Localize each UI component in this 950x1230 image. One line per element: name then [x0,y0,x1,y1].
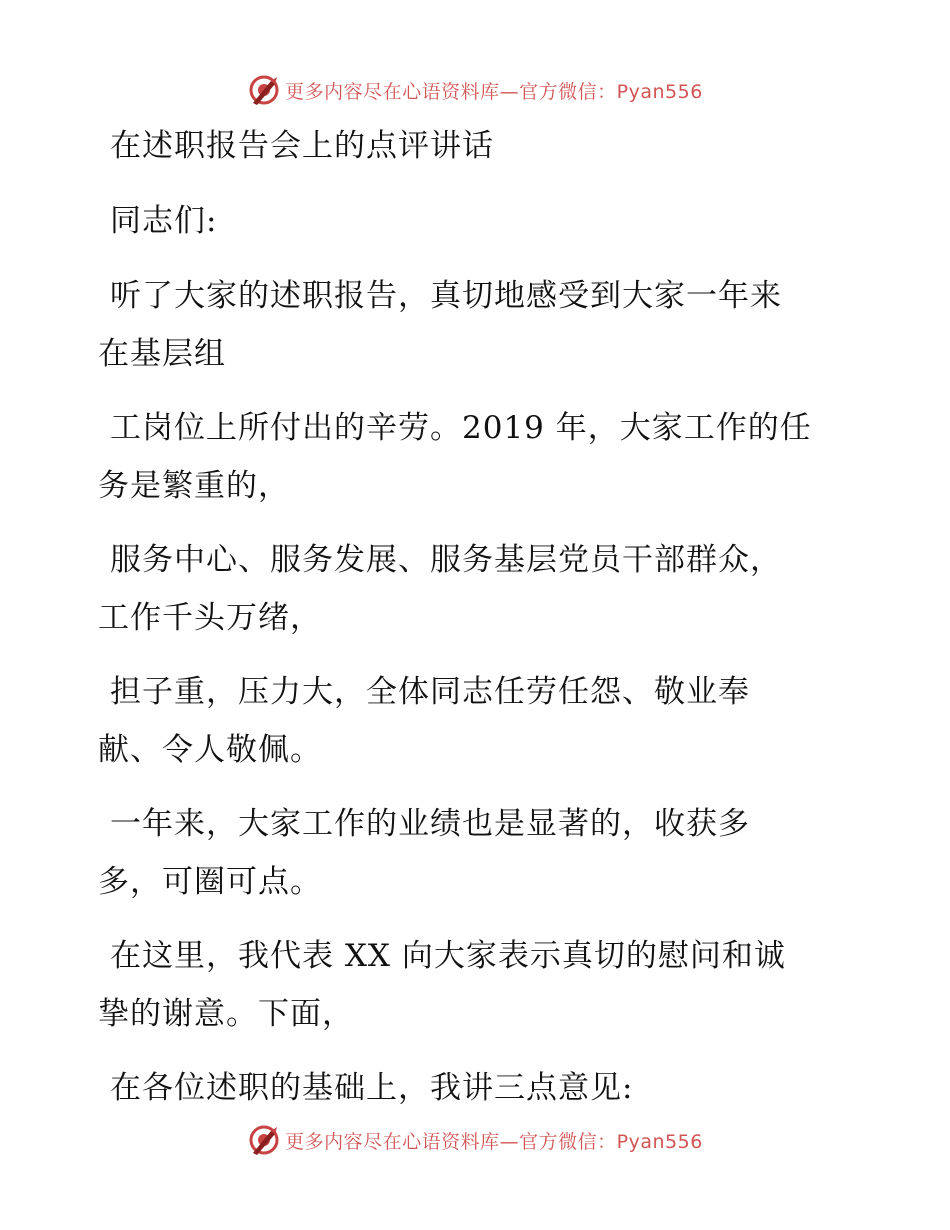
body-line: 工岗位上所付出的辛劳。2019 年，大家工作的任 [110,410,812,446]
body-line: 在基层组 [98,336,226,372]
body-line: 听了大家的述职报告，真切地感受到大家一年来 [110,278,782,314]
watermark-text: 更多内容尽在心语资料库—官方微信：Pyan556 [285,1130,703,1153]
body-line: 在各位述职的基础上，我讲三点意见: [110,1070,634,1106]
body-line: 挚的谢意。下面， [98,996,354,1032]
document-title: 在述职报告会上的点评讲话 [110,128,494,164]
body-line: 献、令人敬佩。 [98,732,322,768]
pen-logo-icon [247,73,281,107]
salutation: 同志们: [110,203,218,239]
watermark-banner-bottom [0,1120,950,1160]
body-line: 一年来，大家工作的业绩也是显著的，收获多 [110,806,750,842]
watermark-banner-top [0,70,950,110]
body-line: 工作千头万绪， [98,600,322,636]
pen-logo-icon [247,1123,281,1157]
body-line: 服务中心、服务发展、服务基层党员干部群众， [110,542,782,578]
watermark-text: 更多内容尽在心语资料库—官方微信：Pyan556 [285,80,703,103]
body-line: 务是繁重的， [98,468,290,504]
body-line: 多，可圈可点。 [98,864,322,900]
body-line: 担子重，压力大，全体同志任劳任怨、敬业奉 [110,674,750,710]
body-line: 在这里，我代表 XX 向大家表示真切的慰问和诚 [110,938,786,974]
